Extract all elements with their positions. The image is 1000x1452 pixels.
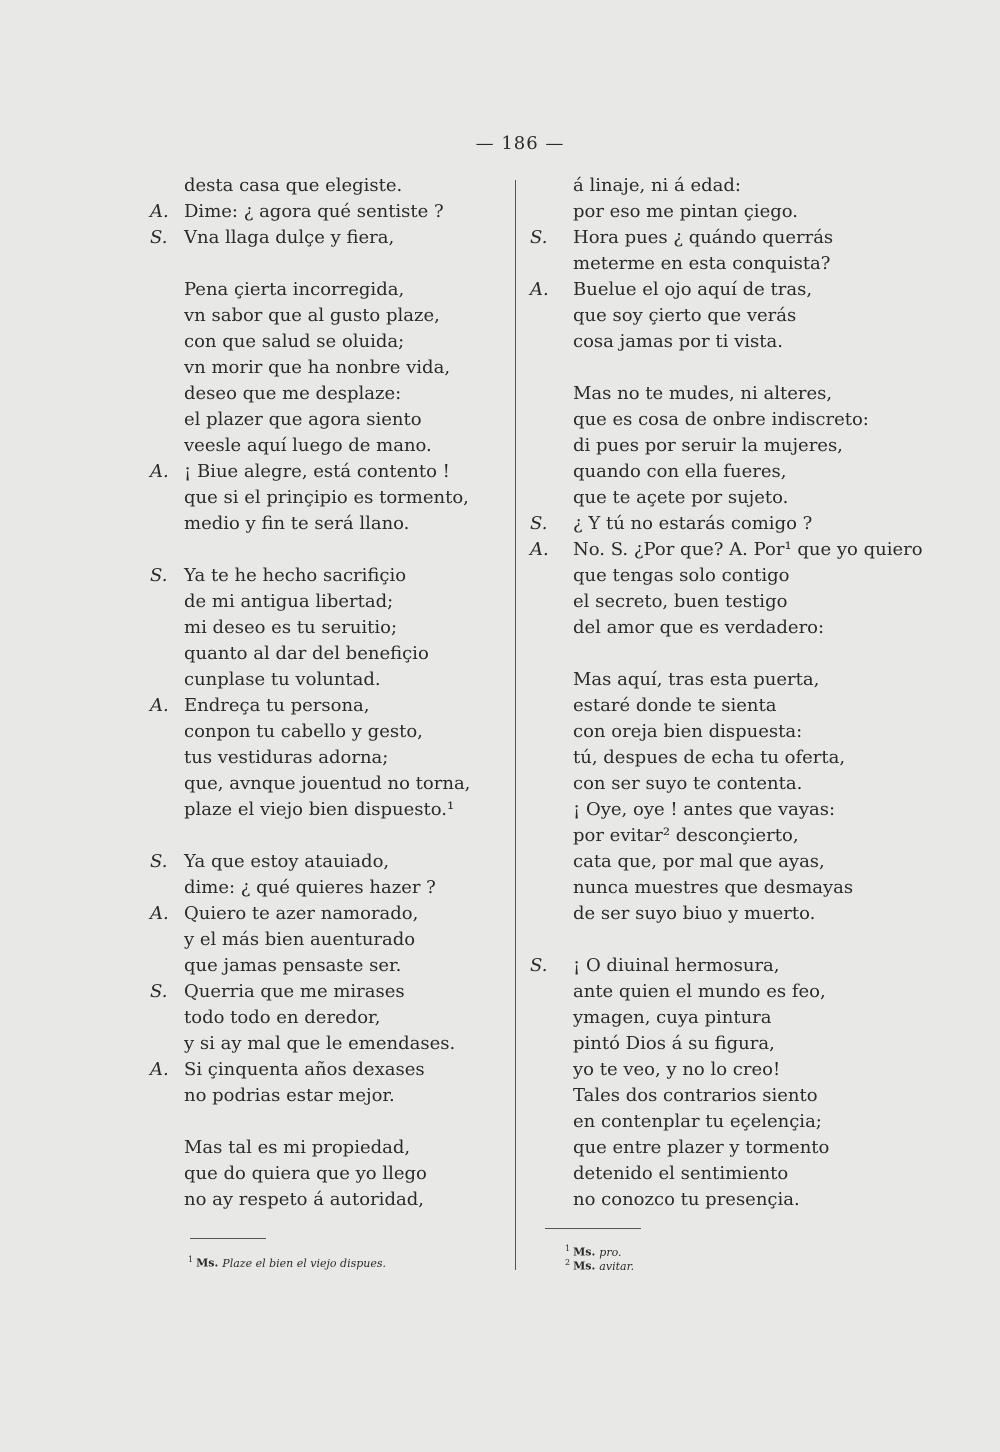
verse-text: no conozco tu presençia.	[573, 1189, 800, 1210]
footnote-source: Ms.	[196, 1256, 219, 1270]
verse-text: todo todo en deredor,	[184, 1007, 381, 1028]
verse-line	[530, 225, 870, 251]
verse-text: que tengas solo contigo	[573, 565, 790, 586]
verse-line	[150, 459, 505, 485]
verse-text: Mas aquí, tras esta puerta,	[573, 669, 820, 690]
verse-line	[530, 355, 870, 381]
verse-text: el secreto, buen testigo	[573, 591, 788, 612]
verse-text: ymagen, cuya pintura	[573, 1007, 772, 1028]
footnote-source: Ms.	[573, 1245, 596, 1259]
verse-text: Tales dos contrarios siento	[573, 1085, 818, 1106]
verse-text: yo te veo, y no lo creo!	[573, 1059, 781, 1080]
verse-text: que do quiera que yo llego	[184, 1163, 427, 1184]
speaker-label: A.	[530, 539, 549, 560]
verse-line	[530, 1005, 870, 1031]
verse-line	[530, 303, 870, 329]
verse-line	[150, 329, 505, 355]
verse-line	[150, 823, 505, 849]
verse-text: con oreja bien dispuesta:	[573, 721, 803, 742]
verse-line	[530, 277, 870, 303]
verse-text: Buelue el ojo aquí de tras,	[573, 279, 813, 300]
verse-text: y el más bien auenturado	[184, 929, 416, 950]
verse-line	[150, 355, 505, 381]
verse-text: ¡ Biue alegre, está contento !	[184, 461, 450, 482]
verse-text: Hora pues ¿ quándo querrás	[573, 227, 834, 248]
verse-line	[150, 589, 505, 615]
verse-line	[530, 953, 870, 979]
verse-line	[150, 615, 505, 641]
footnote-text: pro.	[599, 1245, 622, 1259]
verse-text: que jamas pensaste ser.	[184, 955, 402, 976]
verse-line	[530, 927, 870, 953]
verse-text: ¡ Oye, oye ! antes que vayas:	[573, 799, 836, 820]
verse-text: Quiero te azer namorado,	[184, 903, 419, 924]
verse-text: Ya que estoy atauiado,	[184, 851, 390, 872]
verse-line	[530, 693, 870, 719]
verse-text: vn sabor que al gusto plaze,	[184, 305, 440, 326]
verse-line	[150, 1109, 505, 1135]
verse-text: no ay respeto á autoridad,	[184, 1189, 424, 1210]
verse-line	[530, 589, 870, 615]
verse-text: mi deseo es tu seruitio;	[184, 617, 398, 638]
verse-text: que entre plazer y tormento	[573, 1137, 830, 1158]
verse-text: que es cosa de onbre indiscreto:	[573, 409, 869, 430]
verse-line	[530, 173, 870, 199]
verse-text: conpon tu cabello y gesto,	[184, 721, 423, 742]
verse-line	[530, 745, 870, 771]
verse-line	[530, 563, 870, 589]
verse-text: tú, despues de echa tu oferta,	[573, 747, 846, 768]
verse-text: que soy çierto que verás	[573, 305, 797, 326]
verse-line	[530, 329, 870, 355]
verse-text: de ser suyo biuo y muerto.	[573, 903, 816, 924]
verse-text: con que salud se oluida;	[184, 331, 405, 352]
verse-text: á linaje, ni á edad:	[573, 175, 741, 196]
verse-line	[150, 303, 505, 329]
verse-line	[530, 849, 870, 875]
page-number: — 186 —	[475, 133, 565, 154]
verse-line	[150, 381, 505, 407]
verse-line	[150, 875, 505, 901]
verse-line	[530, 381, 870, 407]
verse-text: que te açete por sujeto.	[573, 487, 789, 508]
verse-line	[530, 719, 870, 745]
verse-text: quanto al dar del benefiçio	[184, 643, 429, 664]
verse-text: No. S. ¿Por que? A. Por¹ que yo quiero	[573, 539, 923, 560]
column-divider	[515, 180, 516, 1270]
verse-line	[530, 407, 870, 433]
verse-text: detenido el sentimiento	[573, 1163, 789, 1184]
verse-text: Si çinquenta años dexases	[184, 1059, 425, 1080]
verse-line	[150, 1187, 505, 1213]
verse-line	[530, 1057, 870, 1083]
verse-text: en contenplar tu eçelençia;	[573, 1111, 822, 1132]
footnote-text: avitar.	[599, 1259, 635, 1273]
verse-text: el plazer que agora siento	[184, 409, 422, 430]
footnote-rule-left	[190, 1238, 266, 1239]
speaker-label: A.	[150, 461, 169, 482]
verse-text: tus vestiduras adorna;	[184, 747, 389, 768]
footnote-source: Ms.	[573, 1259, 596, 1273]
verse-text: desta casa que elegiste.	[184, 175, 403, 196]
verse-line	[530, 433, 870, 459]
verse-text: ¡ O diuinal hermosura,	[573, 955, 780, 976]
verse-text: cosa jamas por ti vista.	[573, 331, 783, 352]
verse-line	[530, 797, 870, 823]
verse-line	[150, 1005, 505, 1031]
verse-text: estaré donde te sienta	[573, 695, 777, 716]
footnote-right-2	[565, 1256, 634, 1274]
verse-line	[150, 979, 505, 1005]
verse-line	[150, 251, 505, 277]
footnote-mark: 2	[565, 1258, 571, 1267]
verse-line	[150, 1057, 505, 1083]
verse-text: ¿ Y tú no estarás comigo ?	[573, 513, 813, 534]
verse-line	[150, 1031, 505, 1057]
speaker-label: A.	[150, 1059, 169, 1080]
verse-line	[150, 485, 505, 511]
verse-text: Mas no te mudes, ni alteres,	[573, 383, 833, 404]
speaker-label: S.	[150, 981, 168, 1002]
verse-text: con ser suyo te contenta.	[573, 773, 803, 794]
speaker-label: S.	[150, 227, 168, 248]
verse-line	[530, 537, 923, 563]
verse-text: por evitar² desconçierto,	[573, 825, 799, 846]
verse-line	[530, 667, 870, 693]
verse-text: plaze el viejo bien dispuesto.¹	[184, 799, 455, 820]
verse-text: Endreça tu persona,	[184, 695, 370, 716]
left-column	[150, 173, 505, 1213]
verse-line	[150, 667, 505, 693]
verse-line	[530, 1161, 870, 1187]
verse-line	[150, 277, 505, 303]
verse-line	[150, 927, 505, 953]
verse-line	[530, 511, 870, 537]
verse-line	[150, 901, 505, 927]
verse-text: cata que, por mal que ayas,	[573, 851, 825, 872]
verse-line	[530, 1187, 870, 1213]
verse-text: pintó Dios á su figura,	[573, 1033, 775, 1054]
verse-line	[150, 1083, 505, 1109]
verse-text: Pena çierta incorregida,	[184, 279, 405, 300]
verse-text: quando con ella fueres,	[573, 461, 787, 482]
verse-line	[150, 537, 505, 563]
verse-line	[150, 771, 505, 797]
speaker-label: A.	[150, 903, 169, 924]
verse-text: ante quien el mundo es feo,	[573, 981, 826, 1002]
verse-line	[150, 563, 505, 589]
verse-text: meterme en esta conquista?	[573, 253, 831, 274]
verse-line	[150, 173, 505, 199]
verse-line	[530, 1083, 870, 1109]
verse-line	[150, 407, 505, 433]
verse-line	[150, 797, 505, 823]
verse-line	[530, 875, 870, 901]
verse-line	[150, 745, 505, 771]
verse-text: y si ay mal que le emendases.	[184, 1033, 456, 1054]
speaker-label: S.	[530, 955, 548, 976]
verse-text: Querria que me mirases	[184, 981, 405, 1002]
speaker-label: S.	[530, 513, 548, 534]
verse-line	[150, 849, 505, 875]
verse-text: nunca muestres que desmayas	[573, 877, 854, 898]
speaker-label: S.	[150, 851, 168, 872]
verse-line	[150, 693, 505, 719]
verse-line	[530, 823, 870, 849]
speaker-label: S.	[150, 565, 168, 586]
footnote-left-1	[188, 1253, 386, 1271]
verse-line	[150, 1161, 505, 1187]
verse-line	[150, 199, 505, 225]
verse-line	[530, 251, 870, 277]
verse-line	[530, 1135, 870, 1161]
verse-text: que, avnque jouentud no torna,	[184, 773, 471, 794]
verse-text: Dime: ¿ agora qué sentiste ?	[184, 201, 444, 222]
verse-text: Ya te he hecho sacrifiçio	[184, 565, 407, 586]
verse-line	[150, 719, 505, 745]
verse-line	[150, 225, 505, 251]
verse-line	[150, 641, 505, 667]
verse-line	[530, 1109, 870, 1135]
verse-text: por eso me pintan çiego.	[573, 201, 798, 222]
verse-line	[530, 979, 870, 1005]
verse-text: no podrias estar mejor.	[184, 1085, 395, 1106]
verse-text: Mas tal es mi propiedad,	[184, 1137, 411, 1158]
speaker-label: S.	[530, 227, 548, 248]
footnote-mark: 1	[188, 1255, 194, 1264]
verse-line	[530, 771, 870, 797]
verse-text: medio y fin te será llano.	[184, 513, 410, 534]
verse-text: vn morir que ha nonbre vida,	[184, 357, 451, 378]
verse-line	[150, 1135, 505, 1161]
verse-text: Vna llaga dulçe y fiera,	[184, 227, 395, 248]
verse-text: di pues por seruir la mujeres,	[573, 435, 843, 456]
verse-text: veesle aquí luego de mano.	[184, 435, 432, 456]
verse-text: del amor que es verdadero:	[573, 617, 825, 638]
verse-text: cunplase tu voluntad.	[184, 669, 381, 690]
footnote-mark: 1	[565, 1244, 571, 1253]
verse-text: de mi antigua libertad;	[184, 591, 394, 612]
verse-line	[530, 615, 870, 641]
verse-line	[150, 953, 505, 979]
speaker-label: A.	[150, 201, 169, 222]
verse-line	[530, 199, 870, 225]
verse-text: que si el prinçipio es tormento,	[184, 487, 469, 508]
speaker-label: A.	[530, 279, 549, 300]
footnote-text: Plaze el bien el viejo dispues.	[222, 1256, 387, 1270]
verse-line	[150, 433, 505, 459]
footnote-rule-right	[545, 1228, 641, 1229]
verse-text: dime: ¿ qué quieres hazer ?	[184, 877, 436, 898]
verse-line	[530, 459, 870, 485]
verse-text: deseo que me desplaze:	[184, 383, 402, 404]
verse-line	[530, 485, 870, 511]
right-column	[530, 173, 923, 1213]
speaker-label: A.	[150, 695, 169, 716]
verse-line	[150, 511, 505, 537]
verse-line	[530, 641, 870, 667]
verse-line	[530, 901, 870, 927]
verse-line	[530, 1031, 870, 1057]
